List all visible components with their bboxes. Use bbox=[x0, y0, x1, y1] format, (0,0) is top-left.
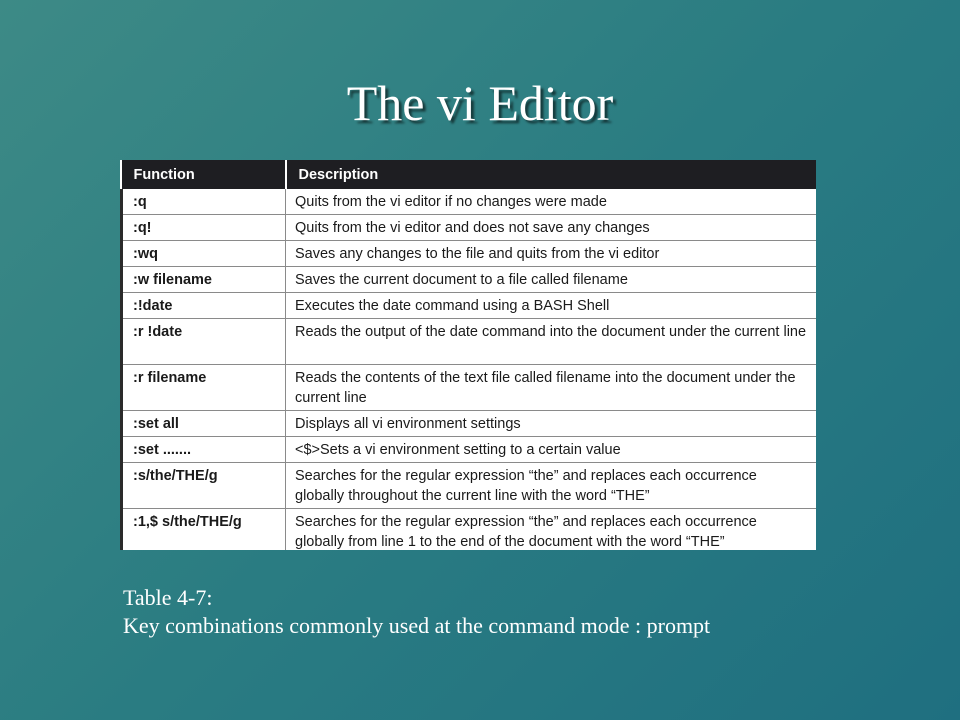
command-table-container bbox=[120, 160, 816, 550]
row-description: Searches for the regular expression “the” and replaces each occurrence globally from line 1 to the end of the document with the word “THE” bbox=[286, 509, 817, 551]
row-description: Quits from the vi editor and does not save any changes bbox=[286, 215, 817, 241]
caption-text: Key combinations commonly used at the command mode : prompt bbox=[123, 613, 711, 638]
table-row bbox=[122, 319, 817, 365]
table-row bbox=[122, 463, 817, 509]
row-function: :set ....... bbox=[122, 437, 286, 463]
row-function: :q! bbox=[122, 215, 286, 241]
row-function: :r !date bbox=[122, 319, 286, 365]
table-header-row bbox=[122, 160, 817, 189]
row-function: :1,$ s/the/THE/g bbox=[122, 509, 286, 551]
row-function: :!date bbox=[122, 293, 286, 319]
header-function: Function bbox=[122, 160, 286, 189]
row-function: :w filename bbox=[122, 267, 286, 293]
table-row bbox=[122, 267, 817, 293]
row-description: Displays all vi environment settings bbox=[286, 411, 817, 437]
table-row bbox=[122, 411, 817, 437]
row-description: <$>Sets a vi environment setting to a certain value bbox=[286, 437, 817, 463]
table-row bbox=[122, 293, 817, 319]
row-function: :r filename bbox=[122, 365, 286, 411]
row-function: :s/the/THE/g bbox=[122, 463, 286, 509]
row-description: Saves any changes to the file and quits from the vi editor bbox=[286, 241, 817, 267]
row-description: Executes the date command using a BASH Shell bbox=[286, 293, 817, 319]
row-function: :set all bbox=[122, 411, 286, 437]
table-row bbox=[122, 365, 817, 411]
table-row bbox=[122, 241, 817, 267]
row-description: Searches for the regular expression “the” and replaces each occurrence globally throughout the current line with the word “THE” bbox=[286, 463, 817, 509]
command-table bbox=[120, 160, 816, 550]
row-function: :wq bbox=[122, 241, 286, 267]
table-caption bbox=[123, 584, 710, 640]
slide-title: The vi Editor bbox=[346, 75, 614, 131]
caption-label: Table 4-7: bbox=[123, 585, 213, 610]
header-description: Description bbox=[286, 160, 817, 189]
row-description: Saves the current document to a file called filename bbox=[286, 267, 817, 293]
row-description: Reads the contents of the text file called filename into the document under the current line bbox=[286, 365, 817, 411]
table-row bbox=[122, 509, 817, 551]
table-row bbox=[122, 189, 817, 215]
row-function: :q bbox=[122, 189, 286, 215]
row-description: Reads the output of the date command into the document under the current line bbox=[286, 319, 817, 365]
row-description: Quits from the vi editor if no changes were made bbox=[286, 189, 817, 215]
table-row bbox=[122, 215, 817, 241]
table-row bbox=[122, 437, 817, 463]
